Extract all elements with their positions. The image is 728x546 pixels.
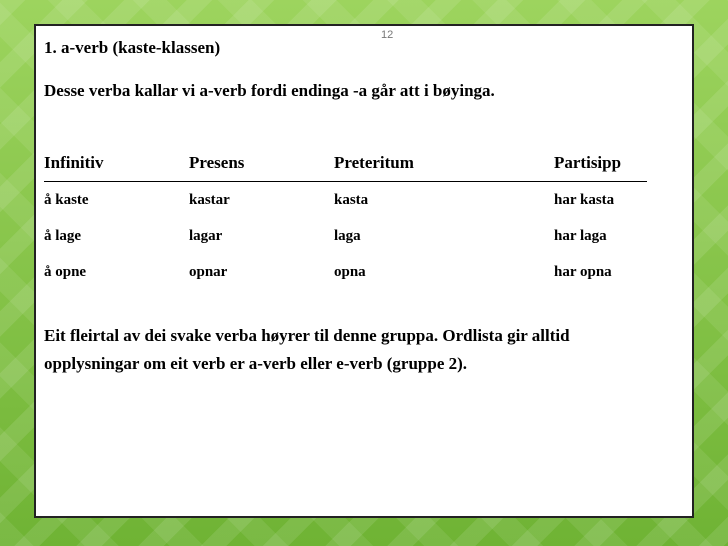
note-line-1: Eit fleirtal av dei svake verba høyrer til denne gruppa. Ordlista gir alltid <box>44 326 570 345</box>
note-line-2: opplysningar om eit verb er a-verb eller e-verb (gruppe 2). <box>44 354 468 373</box>
intro-text: Desse verba kallar vi a-verb fordi endinga -a går att i bøyinga. <box>44 81 495 100</box>
table-cell: å lage <box>44 228 82 244</box>
slide-number: 12 <box>381 29 394 41</box>
table-cell: opnar <box>189 264 228 280</box>
table-row <box>44 218 684 254</box>
table-row <box>44 254 684 290</box>
header-preteritum: Preteritum <box>334 153 414 172</box>
table-cell: å kaste <box>44 192 89 208</box>
slide-heading: 1. a-verb (kaste-klassen) <box>44 38 221 57</box>
table-header-row <box>44 153 647 182</box>
table-cell: å opne <box>44 264 87 280</box>
table-cell: kastar <box>189 192 230 208</box>
table-cell: lagar <box>189 228 223 244</box>
table-cell: opna <box>334 264 366 280</box>
table-cell: laga <box>334 228 361 244</box>
slide-panel <box>34 24 694 518</box>
note-paragraph <box>44 322 689 378</box>
table-cell: kasta <box>334 192 369 208</box>
header-infinitiv: Infinitiv <box>44 153 104 172</box>
table-cell: har laga <box>554 228 607 244</box>
table-row <box>44 182 684 218</box>
header-presens: Presens <box>189 153 245 172</box>
table-cell: har opna <box>554 264 612 280</box>
header-partisipp: Partisipp <box>554 153 622 172</box>
verb-table <box>44 153 684 290</box>
table-cell: har kasta <box>554 192 615 208</box>
